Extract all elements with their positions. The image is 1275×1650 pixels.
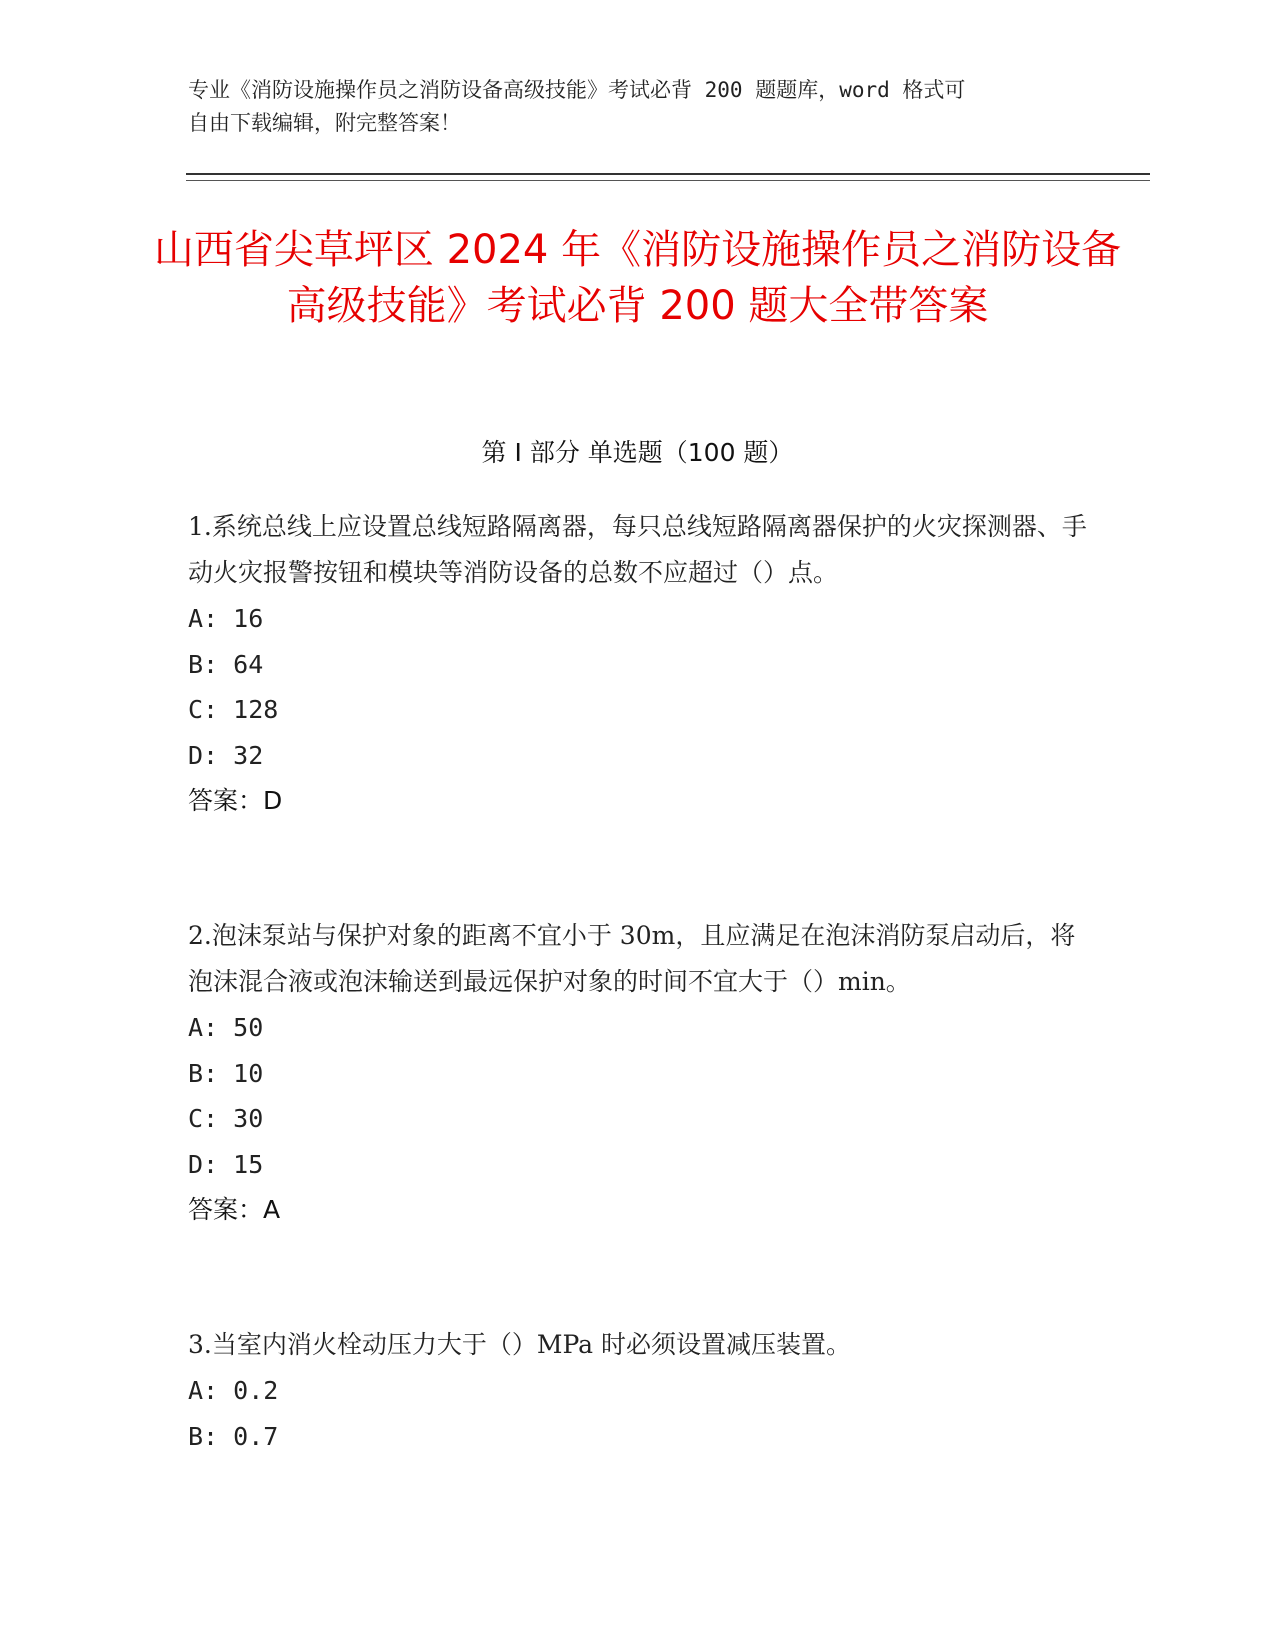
question-3 bbox=[188, 1322, 1088, 1459]
option-b: B: 10 bbox=[188, 1058, 264, 1088]
header-divider-thick bbox=[186, 173, 1150, 175]
question-text: 3.当室内消火栓动压力大于（）MPa 时必须设置减压装置。 bbox=[188, 1330, 852, 1359]
question-1 bbox=[188, 504, 1088, 824]
header-note: 专业《消防设施操作员之消防设备高级技能》考试必背 200 题题库，word 格式可 自由下载编辑，附完整答案！ bbox=[188, 78, 966, 135]
question-text: 1.系统总线上应设置总线短路隔离器，每只总线短路隔离器保护的火灾探测器、手动火灾报警按钮和模块等消防设备的总数不应超过（）点。 bbox=[188, 512, 1087, 587]
question-2 bbox=[188, 913, 1088, 1233]
section-title: 第 I 部分 单选题（100 题） bbox=[481, 438, 794, 467]
option-a: A: 0.2 bbox=[188, 1376, 279, 1405]
answer: 答案：D bbox=[188, 786, 283, 815]
option-b: B: 0.7 bbox=[188, 1421, 279, 1451]
header-divider-thin bbox=[186, 180, 1150, 181]
option-d: D: 32 bbox=[188, 740, 264, 770]
option-c: C: 30 bbox=[188, 1104, 264, 1133]
option-c: C: 128 bbox=[188, 695, 279, 724]
option-b: B: 64 bbox=[188, 649, 264, 679]
option-d: D: 15 bbox=[188, 1149, 264, 1179]
option-a: A: 50 bbox=[188, 1013, 264, 1042]
answer: 答案：A bbox=[188, 1195, 281, 1224]
option-a: A: 16 bbox=[188, 604, 264, 633]
question-text: 2.泡沫泵站与保护对象的距离不宜小于 30m，且应满足在泡沫消防泵启动后，将泡沫混合液或泡沫输送到最远保护对象的时间不宜大于（）min。 bbox=[188, 921, 1076, 996]
document-title: 山西省尖草坪区 2024 年《消防设施操作员之消防设备高级技能》考试必背 200 题大全带答案 bbox=[153, 227, 1122, 329]
